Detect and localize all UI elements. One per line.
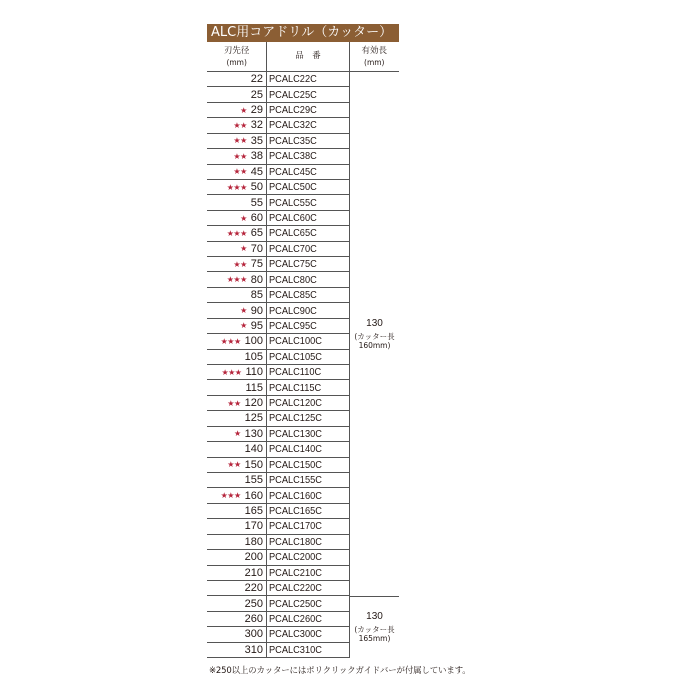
star-rating: ★★★ <box>221 367 242 377</box>
diameter-cell <box>207 72 267 86</box>
part-number-cell <box>267 473 350 487</box>
table-row <box>207 535 350 550</box>
star-rating: ★★ <box>233 151 247 161</box>
rows-column <box>207 72 350 658</box>
diameter-cell <box>207 334 267 348</box>
table-row <box>207 427 350 442</box>
table-row <box>207 488 350 503</box>
part-number-cell <box>267 242 350 256</box>
table-row <box>207 103 350 118</box>
diameter-cell <box>207 581 267 595</box>
part-number: PCALC35C <box>269 134 317 147</box>
part-number-cell <box>267 72 350 86</box>
part-number-cell <box>267 103 350 117</box>
table-row <box>207 612 350 627</box>
table-row <box>207 411 350 426</box>
part-number: PCALC250C <box>269 597 322 610</box>
part-number-cell <box>267 458 350 472</box>
part-number: PCALC220C <box>269 582 322 595</box>
part-number: PCALC85C <box>269 289 317 302</box>
part-number: PCALC70C <box>269 242 317 255</box>
part-number: PCALC65C <box>269 227 317 240</box>
length-value-1: 130 <box>366 317 383 329</box>
part-number: PCALC32C <box>269 119 317 132</box>
diameter-value: 50 <box>250 181 263 194</box>
part-number: PCALC45C <box>269 165 317 178</box>
table-row <box>207 272 350 287</box>
part-number-cell <box>267 211 350 225</box>
table-row <box>207 519 350 534</box>
part-number: PCALC155C <box>269 474 322 487</box>
header-part-label: 品 番 <box>295 51 321 61</box>
diameter-value: 260 <box>244 612 263 625</box>
header-diameter-label: 刃先径 <box>223 45 250 56</box>
diameter-value: 65 <box>250 227 263 240</box>
part-number-cell <box>267 519 350 533</box>
diameter-cell <box>207 365 267 379</box>
table-row <box>207 380 350 395</box>
diameter-value: 170 <box>244 520 263 533</box>
star-rating: ★★ <box>233 259 247 269</box>
diameter-cell <box>207 226 267 240</box>
table-row <box>207 566 350 581</box>
diameter-cell <box>207 195 267 209</box>
part-number-cell <box>267 134 350 148</box>
part-number: PCALC75C <box>269 258 317 271</box>
diameter-cell <box>207 303 267 317</box>
part-number-cell <box>267 226 350 240</box>
part-number: PCALC210C <box>269 566 322 579</box>
part-number-cell <box>267 442 350 456</box>
table-header <box>207 42 399 72</box>
table-row <box>207 257 350 272</box>
table-row <box>207 303 350 318</box>
diameter-value: 60 <box>250 212 263 224</box>
star-rating: ★★ <box>233 167 247 177</box>
diameter-value: 95 <box>250 319 263 332</box>
header-length-label: 有効長 <box>361 45 388 56</box>
diameter-cell <box>207 596 267 610</box>
diameter-value: 70 <box>250 242 263 255</box>
part-number-cell <box>267 504 350 518</box>
star-rating: ★ <box>240 321 247 331</box>
diameter-value: 160 <box>244 489 263 502</box>
part-number-cell <box>267 380 350 394</box>
diameter-cell <box>207 488 267 502</box>
part-number-cell <box>267 195 350 209</box>
diameter-value: 105 <box>244 350 263 363</box>
diameter-value: 100 <box>244 335 263 348</box>
part-number-cell <box>267 87 350 101</box>
diameter-cell <box>207 427 267 441</box>
table-row <box>207 165 350 180</box>
star-rating: ★★★ <box>220 336 241 346</box>
part-number-cell <box>267 272 350 286</box>
part-number: PCALC60C <box>269 212 317 224</box>
header-diameter <box>207 42 267 71</box>
diameter-cell <box>207 242 267 256</box>
part-number-cell <box>267 550 350 564</box>
part-number-cell <box>267 149 350 163</box>
table-row <box>207 242 350 257</box>
part-number: PCALC165C <box>269 505 322 518</box>
length-group-1 <box>350 72 399 597</box>
part-number: PCALC105C <box>269 350 322 363</box>
diameter-value: 300 <box>244 628 263 641</box>
part-number: PCALC130C <box>269 427 322 440</box>
part-number-cell <box>267 612 350 626</box>
diameter-value: 140 <box>244 443 263 456</box>
diameter-value: 150 <box>244 458 263 471</box>
diameter-value: 29 <box>250 104 263 117</box>
diameter-cell <box>207 643 267 657</box>
diameter-value: 110 <box>245 366 263 379</box>
length-note-2-a: (カッター長 <box>354 625 395 635</box>
diameter-cell <box>207 350 267 364</box>
table-row <box>207 180 350 195</box>
diameter-cell <box>207 180 267 194</box>
diameter-value: 250 <box>244 597 263 610</box>
part-number: PCALC29C <box>269 104 317 117</box>
length-note-2 <box>354 625 394 643</box>
diameter-cell <box>207 118 267 132</box>
part-number-cell <box>267 535 350 549</box>
part-number: PCALC300C <box>269 628 322 641</box>
diameter-cell <box>207 103 267 117</box>
length-value-2: 130 <box>366 611 383 623</box>
part-number-cell <box>267 627 350 641</box>
part-number-cell <box>267 411 350 425</box>
part-number: PCALC90C <box>269 304 317 317</box>
diameter-value: 220 <box>244 582 263 595</box>
table-row <box>207 319 350 334</box>
diameter-value: 180 <box>244 535 263 548</box>
table-row <box>207 350 350 365</box>
diameter-cell <box>207 519 267 533</box>
diameter-value: 90 <box>250 304 263 317</box>
diameter-cell <box>207 458 267 472</box>
length-note-1-b: 160mm) <box>358 340 391 350</box>
diameter-cell <box>207 211 267 225</box>
diameter-cell <box>207 319 267 333</box>
table-row <box>207 87 350 102</box>
part-number: PCALC55C <box>269 196 317 209</box>
header-length-unit: (mm) <box>364 57 385 67</box>
table-row <box>207 473 350 488</box>
star-rating: ★★★ <box>220 491 241 501</box>
part-number: PCALC120C <box>269 397 322 410</box>
part-number-cell <box>267 643 350 657</box>
star-rating: ★ <box>240 306 247 316</box>
part-number-cell <box>267 303 350 317</box>
part-number-cell <box>267 488 350 502</box>
part-number-cell <box>267 596 350 610</box>
table-row <box>207 396 350 411</box>
length-group-2 <box>350 597 399 659</box>
part-number-cell <box>267 334 350 348</box>
diameter-value: 115 <box>245 381 263 394</box>
diameter-cell <box>207 288 267 302</box>
table-row <box>207 627 350 642</box>
part-number-cell <box>267 165 350 179</box>
part-number-cell <box>267 427 350 441</box>
diameter-cell <box>207 627 267 641</box>
table-row <box>207 288 350 303</box>
part-number-cell <box>267 288 350 302</box>
diameter-cell <box>207 165 267 179</box>
star-rating: ★★ <box>227 398 241 408</box>
header-diameter-unit: (mm) <box>226 57 247 67</box>
diameter-cell <box>207 566 267 580</box>
part-number-cell <box>267 257 350 271</box>
table-row <box>207 550 350 565</box>
diameter-cell <box>207 411 267 425</box>
part-number: PCALC140C <box>269 443 322 456</box>
table-row <box>207 134 350 149</box>
part-number: PCALC200C <box>269 551 322 564</box>
diameter-value: 130 <box>244 427 263 440</box>
star-rating: ★★★ <box>226 275 247 285</box>
diameter-cell <box>207 504 267 518</box>
diameter-value: 35 <box>250 134 263 147</box>
footnote: ※250以上のカッターにはポリクリックガイドバーが付属しています。 <box>209 666 471 676</box>
table-row <box>207 581 350 596</box>
diameter-cell <box>207 535 267 549</box>
header-length <box>350 42 399 71</box>
length-note-1-a: (カッター長 <box>354 331 395 341</box>
table-row <box>207 72 350 87</box>
part-number-cell <box>267 118 350 132</box>
part-number: PCALC260C <box>269 612 322 625</box>
diameter-cell <box>207 396 267 410</box>
diameter-cell <box>207 550 267 564</box>
diameter-cell <box>207 272 267 286</box>
diameter-value: 85 <box>250 289 263 302</box>
part-number-cell <box>267 180 350 194</box>
part-number-cell <box>267 581 350 595</box>
star-rating: ★★ <box>233 136 247 146</box>
part-number: PCALC22C <box>269 73 317 86</box>
star-rating: ★ <box>240 105 247 115</box>
diameter-value: 22 <box>250 73 263 86</box>
spec-table <box>207 24 399 658</box>
part-number: PCALC310C <box>269 643 322 656</box>
part-number: PCALC50C <box>269 181 317 194</box>
diameter-value: 32 <box>250 119 263 132</box>
diameter-value: 165 <box>244 505 263 518</box>
table-row <box>207 211 350 226</box>
part-number-cell <box>267 350 350 364</box>
table-body <box>207 72 399 658</box>
diameter-cell <box>207 612 267 626</box>
diameter-value: 200 <box>244 551 263 564</box>
part-number: PCALC110C <box>269 366 322 379</box>
star-rating: ★ <box>240 244 247 254</box>
diameter-value: 45 <box>250 165 263 178</box>
length-note-2-b: 165mm) <box>358 634 391 644</box>
diameter-value: 125 <box>244 412 263 425</box>
diameter-cell <box>207 87 267 101</box>
part-number: PCALC25C <box>269 88 317 101</box>
diameter-cell <box>207 380 267 394</box>
table-row <box>207 365 350 380</box>
star-rating: ★★ <box>227 460 241 470</box>
table-row <box>207 643 350 658</box>
diameter-value: 210 <box>244 566 263 579</box>
header-part-no <box>267 42 349 71</box>
part-number: PCALC170C <box>269 520 322 533</box>
part-number: PCALC150C <box>269 458 322 471</box>
part-number-cell <box>267 365 350 379</box>
diameter-cell <box>207 149 267 163</box>
part-number: PCALC180C <box>269 535 322 548</box>
table-title: ALC用コアドリル（カッター） <box>207 24 399 42</box>
diameter-value: 80 <box>250 273 263 286</box>
part-number: PCALC125C <box>269 412 322 425</box>
star-rating: ★ <box>240 213 247 223</box>
star-rating: ★★ <box>233 120 247 130</box>
diameter-value: 155 <box>244 474 263 487</box>
star-rating: ★★★ <box>226 228 247 238</box>
part-number: PCALC160C <box>269 489 322 502</box>
length-note-1 <box>354 332 394 350</box>
table-row <box>207 334 350 349</box>
star-rating: ★★★ <box>226 182 247 192</box>
table-row <box>207 195 350 210</box>
table-row <box>207 226 350 241</box>
part-number-cell <box>267 396 350 410</box>
diameter-cell <box>207 442 267 456</box>
diameter-cell <box>207 473 267 487</box>
table-row <box>207 149 350 164</box>
part-number: PCALC115C <box>269 381 322 394</box>
part-number-cell <box>267 319 350 333</box>
diameter-value: 55 <box>250 196 263 209</box>
diameter-value: 25 <box>250 88 263 101</box>
diameter-value: 38 <box>250 150 263 163</box>
table-row <box>207 118 350 133</box>
diameter-cell <box>207 134 267 148</box>
part-number-cell <box>267 566 350 580</box>
diameter-value: 310 <box>244 643 263 656</box>
table-row <box>207 504 350 519</box>
diameter-value: 120 <box>244 397 263 410</box>
part-number: PCALC38C <box>269 150 317 163</box>
table-row <box>207 596 350 611</box>
part-number: PCALC80C <box>269 273 317 286</box>
part-number: PCALC95C <box>269 319 317 332</box>
table-row <box>207 458 350 473</box>
star-rating: ★ <box>233 429 241 439</box>
table-row <box>207 442 350 457</box>
diameter-cell <box>207 257 267 271</box>
part-number: PCALC100C <box>269 335 322 348</box>
diameter-value: 75 <box>250 258 263 271</box>
length-column <box>350 72 399 658</box>
